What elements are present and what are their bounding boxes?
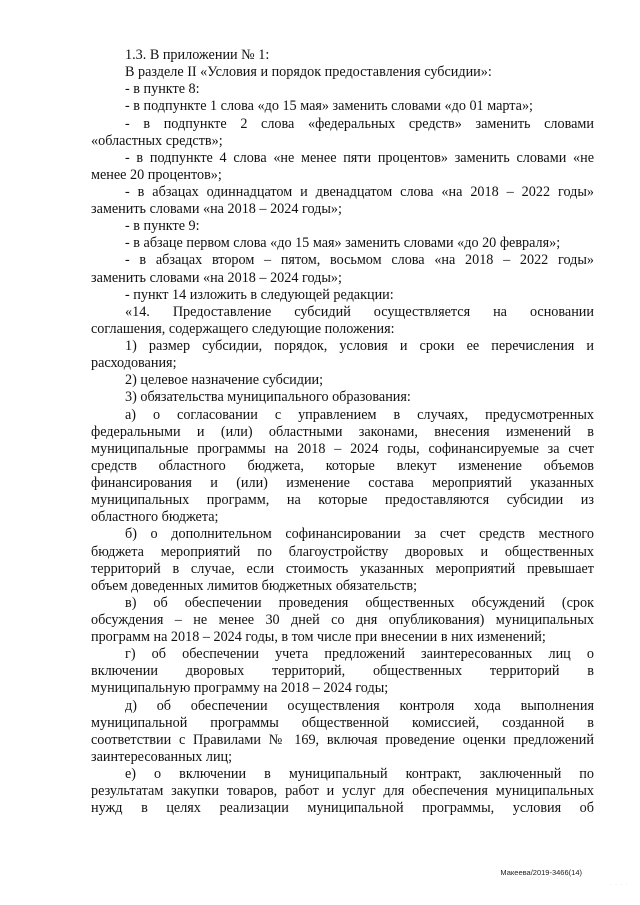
document-line: включении дворовых территорий, общественных территорий в <box>91 663 594 680</box>
document-line: финансирования и (или) изменение состава мероприятий указанных <box>91 475 594 491</box>
document-line: муниципальных программ, на которые предоставляются субсидии из <box>91 492 594 509</box>
document-line: 2) целевое назначение субсидии; <box>125 372 324 389</box>
document-line: программ на 2018 – 2024 годы, в том числе при внесении в них изменений; <box>91 629 546 646</box>
document-line: муниципальные программы на 2018 – 2024 годы, софинансируемые за счет <box>91 440 594 457</box>
document-line: заинтересованных лиц; <box>91 748 233 765</box>
document-line: результатам закупки товаров, работ и услуг для обеспечения муниципальных <box>91 783 594 800</box>
document-line: средств областного бюджета, которые влекут изменение объемов <box>91 457 594 474</box>
document-line: территорий в случае, если стоимость указанных мероприятий превышает <box>91 560 594 577</box>
document-line: заменить словами «на 2018 – 2024 годы»; <box>91 269 342 286</box>
document-line: «областных средств»; <box>91 132 223 149</box>
document-line: - в абзацах втором – пятом, восьмом слова «на 2018 – 2022 годы» <box>125 252 594 269</box>
document-line: областного бюджета; <box>91 509 219 526</box>
document-line: а) о согласовании с управлением в случаях, предусмотренных <box>125 406 594 423</box>
document-line: - пункт 14 изложить в следующей редакции: <box>125 286 394 303</box>
document-line: муниципальную программу на 2018 – 2024 годы; <box>91 680 389 697</box>
document-line: г) об обеспечении учета предложений заинтересованных лиц о <box>125 646 594 663</box>
document-line: бюджета мероприятий по благоустройству дворовых и общественных <box>91 543 594 560</box>
document-line: - в подпункте 2 слова «федеральных средств» заменить словами <box>125 115 594 132</box>
document-line: - в подпункте 4 слова «не менее пяти процентов» заменить словами «не <box>125 149 594 166</box>
document-footer-code: Макеева/2019-3466(14) <box>500 868 582 877</box>
document-line: нужд в целях реализации муниципальной программы, условия об <box>91 800 594 817</box>
document-line: в) об обеспечении проведения общественных обсуждений (срок <box>125 594 594 611</box>
document-line: соответствии с Правилами № 169, включая проведение оценки предложений <box>91 731 594 748</box>
document-line: - в пункте 9: <box>125 218 200 235</box>
document-line: «14. Предоставление субсидий осуществляется на основании <box>125 303 594 320</box>
document-line: расходования; <box>91 355 177 372</box>
document-line: е) о включении в муниципальный контракт, заключенный по <box>125 766 594 782</box>
document-line: - в пункте 8: <box>125 81 200 98</box>
document-line: - в абзацах одиннадцатом и двенадцатом слова «на 2018 – 2022 годы» <box>125 184 594 200</box>
document-line: муниципальной программы общественной комиссией, созданной в <box>91 714 594 731</box>
document-line: соглашения, содержащего следующие положения: <box>91 320 395 337</box>
document-line: обсуждения – не менее 30 дней со дня опубликования) муниципальных <box>91 612 594 628</box>
document-line: В разделе II «Условия и порядок предоставления субсидии»: <box>125 64 492 81</box>
document-line: менее 20 процентов»; <box>91 166 222 183</box>
scan-artifact: · · · · <box>610 882 628 888</box>
document-line: - в абзаце первом слова «до 15 мая» заменить словами «до 20 февраля»; <box>125 235 561 252</box>
document-line: заменить словами «на 2018 – 2024 годы»; <box>91 201 342 218</box>
document-line: б) о дополнительном софинансировании за счет средств местного <box>125 526 594 543</box>
document-line: федеральными и (или) областными законами, внесения изменений в <box>91 423 594 440</box>
document-line: - в подпункте 1 слова «до 15 мая» заменить словами «до 01 марта»; <box>125 98 533 115</box>
document-line: 1) размер субсидии, порядок, условия и сроки ее перечисления и <box>125 338 594 354</box>
document-line: 3) обязательства муниципального образования: <box>125 389 411 406</box>
document-line: объем доведенных лимитов бюджетных обязательств; <box>91 577 418 594</box>
document-line: 1.3. В приложении № 1: <box>125 47 270 63</box>
document-line: д) об обеспечении осуществления контроля хода выполнения <box>125 697 594 714</box>
